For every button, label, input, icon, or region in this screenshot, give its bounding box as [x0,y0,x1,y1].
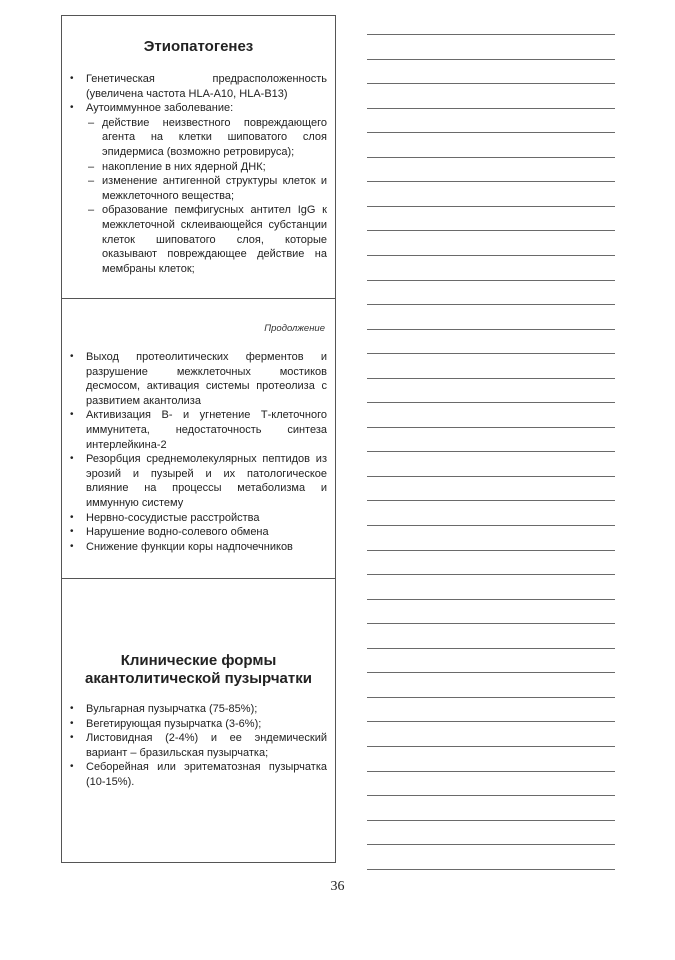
sublist-item: – действие неизвестного повреждающего агента на клетки шиповатого слоя эпидермиса (возможно ретровируса); [86,116,327,160]
list-item: • Активизация В- и угнетение Т-клеточного иммунитета, недостаточность синтеза интерлейкина-2 [70,408,327,452]
list-item: • Вульгарная пузырчатка (75-85%); [70,702,327,717]
continuation-section [62,323,335,554]
list-item: • Вегетирующая пузырчатка (3-6%); [70,717,327,732]
ruled-line [367,132,615,133]
continuation-label: Продолжение [264,323,325,334]
ruled-line [367,574,615,575]
ruled-line [367,206,615,207]
continuation-list [62,350,335,554]
sublist-item: – изменение антигенной структуры клеток и межклеточного вещества; [86,174,327,203]
list-item: • Нервно-сосудистые расстройства [70,511,327,526]
clinical-forms-title-line2: акантолитической пузырчатки [85,670,312,687]
ruled-line [367,280,615,281]
ruled-line [367,648,615,649]
ruled-line [367,623,615,624]
list-item: • Аутоиммунное заболевание: – действие неизвестного повреждающего агента на клетки шиповатого слоя эпидермиса (возможно ретровируса); – накопление в них ядерной ДНК; – изменение антигенной структуры клеток и межклеточного вещества; – образование пемфигусных антител IgG к межклеточной склеивающейся субстанции клеток шиповатого слоя, которые оказывают повреждающее действие на мембраны клеток; [70,101,327,276]
ruled-line [367,230,615,231]
page-number: 36 [330,879,345,894]
clinical-forms-title-line1: Клинические формы [120,652,277,669]
etiopathogenesis-title: Этиопатогенез [143,38,254,55]
list-item: • Выход протеолитических ферментов и разрушение межклеточных мостиков десмосом, активация системы протеолиза с развитием акантолиза [70,350,327,408]
ruled-line [367,795,615,796]
ruled-line [367,353,615,354]
ruled-line [367,721,615,722]
ruled-line [367,746,615,747]
list-item: • Снижение функции коры надпочечников [70,540,327,555]
ruled-line [367,59,615,60]
ruled-line [367,697,615,698]
ruled-line [367,844,615,845]
ruled-line [367,402,615,403]
sublist-item: – образование пемфигусных антител IgG к межклеточной склеивающейся субстанции клеток шиповатого слоя, которые оказывают повреждающее действие на мембраны клеток; [86,203,327,276]
ruled-line [367,34,615,35]
ruled-line [367,304,615,305]
etiopathogenesis-list [62,72,335,276]
ruled-line [367,427,615,428]
list-item: • Нарушение водно-солевого обмена [70,525,327,540]
ruled-line [367,108,615,109]
ruled-line [367,500,615,501]
sublist [86,116,327,277]
etiopathogenesis-section [62,38,335,276]
clinical-forms-section [62,652,335,790]
ruled-line [367,255,615,256]
list-item: • Генетическая предрасположенность (увеличена частота HLA-A10, HLA-B13) [70,72,327,101]
ruled-line [367,451,615,452]
list-item: • Резорбция среднемолекулярных пептидов из эрозий и пузырей и их патологическое влияние на процессы метаболизма и иммунную систему [70,452,327,510]
list-item: • Себорейная или эритематозная пузырчатка (10-15%). [70,760,327,789]
clinical-forms-list [62,702,335,790]
ruled-line [367,599,615,600]
ruled-line [367,525,615,526]
section-divider [62,298,335,299]
ruled-line [367,476,615,477]
ruled-line [367,83,615,84]
ruled-line [367,378,615,379]
ruled-line [367,771,615,772]
ruled-line [367,181,615,182]
ruled-line [367,869,615,870]
content-frame [61,15,336,863]
ruled-line [367,672,615,673]
ruled-line [367,329,615,330]
ruled-line [367,820,615,821]
section-divider [62,578,335,579]
list-item: • Листовидная (2-4%) и ее эндемический вариант – бразильская пузырчатка; [70,731,327,760]
sublist-item: – накопление в них ядерной ДНК; [86,160,327,175]
notes-lines-area[interactable] [367,13,615,863]
ruled-line [367,550,615,551]
ruled-line [367,157,615,158]
